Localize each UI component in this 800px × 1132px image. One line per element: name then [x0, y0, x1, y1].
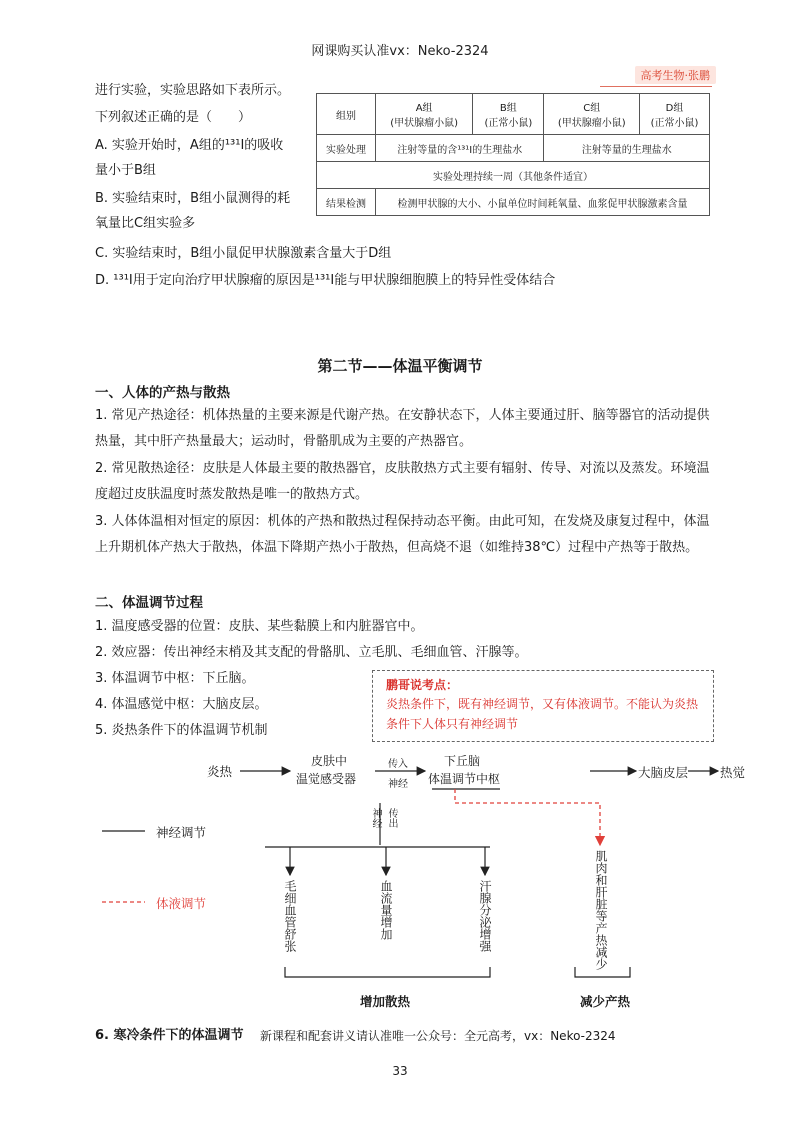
- list-item: 4. 体温感觉中枢：大脑皮层。: [95, 697, 268, 712]
- efferent-label-right: 传出: [386, 808, 397, 828]
- watermark-header: 网课购买认准vx：Neko-2324: [311, 44, 489, 59]
- list-item: 5. 炎热条件下的体温调节机制: [95, 723, 268, 738]
- group-increase-label: 增加散热: [360, 994, 411, 1009]
- table-cell: D组 (正常小鼠): [639, 94, 709, 135]
- table-cell: 检测甲状腺的大小、小鼠单位时间耗氧量、血浆促甲状腺激素含量: [376, 189, 710, 216]
- paragraph: 3. 人体体温相对恒定的原因：机体的产热和散热过程保持动态平衡。由此可知，在发烧及康复过程中，体温上升期机体产热大于散热，体温下降期产热小于散热，但高烧不退（如维持38℃）过程中产热等于散热。: [95, 514, 710, 555]
- question-line: 下列叙述正确的是（ ）: [95, 110, 252, 125]
- table-cell: 实验处理持续一周（其他条件适宜）: [317, 162, 710, 189]
- question-line: 进行实验，实验思路如下表所示。: [95, 83, 291, 98]
- exam-point-title: 鹏哥说考点：: [386, 678, 459, 692]
- option-d: D. ¹³¹I用于定向治疗甲状腺瘤的原因是¹³¹I能与甲状腺细胞膜上的特异性受体结合: [95, 273, 556, 288]
- list-item: 1. 温度感受器的位置：皮肤、某些黏膜上和内脏器官中。: [95, 619, 424, 634]
- item-6: 6. 寒冷条件下的体温调节: [95, 1028, 244, 1043]
- option-a: A. 实验开始时，A组的¹³¹I的吸收: [95, 138, 284, 153]
- table-cell: 组别: [317, 94, 376, 135]
- brand-tag: 高考生物·张鹏: [635, 66, 717, 84]
- list-item: 3. 体温调节中枢：下丘脑。: [95, 671, 255, 686]
- cortex-label: 大脑皮层: [638, 765, 689, 780]
- list-item: 2. 效应器：传出神经末梢及其支配的骨骼肌、立毛肌、毛细血管、汗腺等。: [95, 645, 528, 660]
- feeling-label: 热觉: [720, 765, 746, 780]
- afferent-label-bottom: 神经: [388, 779, 408, 790]
- option-b: B. 实验结束时，B组小鼠测得的耗: [95, 191, 291, 206]
- effect-sweat: 汗腺分泌增强: [478, 880, 492, 952]
- effect-vasodilation: 毛细血管舒张: [283, 880, 297, 952]
- legend-neural-label: 神经调节: [156, 825, 207, 840]
- option-a-cont: 量小于B组: [95, 163, 156, 178]
- experiment-table: [316, 93, 710, 216]
- group-decrease-label: 减少产热: [580, 994, 631, 1009]
- receptor-label-top: 皮肤中: [311, 754, 348, 768]
- brace-increase: [285, 967, 490, 977]
- effect-less-heat: 肌肉和肝脏等产热减少: [594, 850, 608, 970]
- section-title: 第二节——体温平衡调节: [317, 357, 483, 375]
- exam-point-body: 炎热条件下，既有神经调节，又有体液调节。不能认为炎热条件下人体只有神经调节: [386, 697, 699, 731]
- table-cell: 实验处理: [317, 135, 376, 162]
- legend-humoral-label: 体液调节: [156, 896, 207, 911]
- efferent-label-left: 神经: [370, 808, 381, 828]
- paragraph: 2. 常见散热途径：皮肤是人体最主要的散热器官，皮肤散热方式主要有辐射、传导、对流以及蒸发。环境温度超过皮肤温度时蒸发散热是唯一的散热方式。: [95, 461, 710, 502]
- option-b-cont: 氧量比C组实验多: [95, 216, 196, 231]
- center-label-bottom: 体温调节中枢: [428, 772, 501, 786]
- afferent-label-top: 传入: [388, 759, 408, 770]
- table-cell: C组 (甲状腺瘤小鼠): [544, 94, 640, 135]
- stimulus-label: 炎热: [207, 764, 233, 779]
- table-cell: 结果检测: [317, 189, 376, 216]
- part1-heading: 一、人体的产热与散热: [95, 385, 230, 401]
- effect-bloodflow: 血流量增加: [379, 880, 393, 940]
- paragraph: 1. 常见产热途径：机体热量的主要来源是代谢产热。在安静状态下，人体主要通过肝、脑等器官的活动提供热量，其中肝产热量最大；运动时，骨骼肌成为主要的产热器官。: [95, 408, 710, 449]
- option-c: C. 实验结束时，B组小鼠促甲状腺激素含量大于D组: [95, 246, 392, 261]
- receptor-label-bottom: 温觉感受器: [296, 772, 357, 786]
- brand-divider: [600, 86, 712, 87]
- center-label-top: 下丘脑: [444, 754, 481, 768]
- table-cell: B组 (正常小鼠): [473, 94, 544, 135]
- watermark-footer: 新课程和配套讲义请认准唯一公众号：全元高考，vx：Neko-2324: [260, 1029, 616, 1043]
- part2-heading: 二、体温调节过程: [95, 595, 203, 611]
- table-cell: 注射等量的含¹³¹I的生理盐水: [376, 135, 544, 162]
- table-cell: A组 (甲状腺瘤小鼠): [376, 94, 473, 135]
- humoral-path: [455, 789, 600, 845]
- table-cell: 注射等量的生理盐水: [544, 135, 710, 162]
- page-number: 33: [392, 1064, 408, 1078]
